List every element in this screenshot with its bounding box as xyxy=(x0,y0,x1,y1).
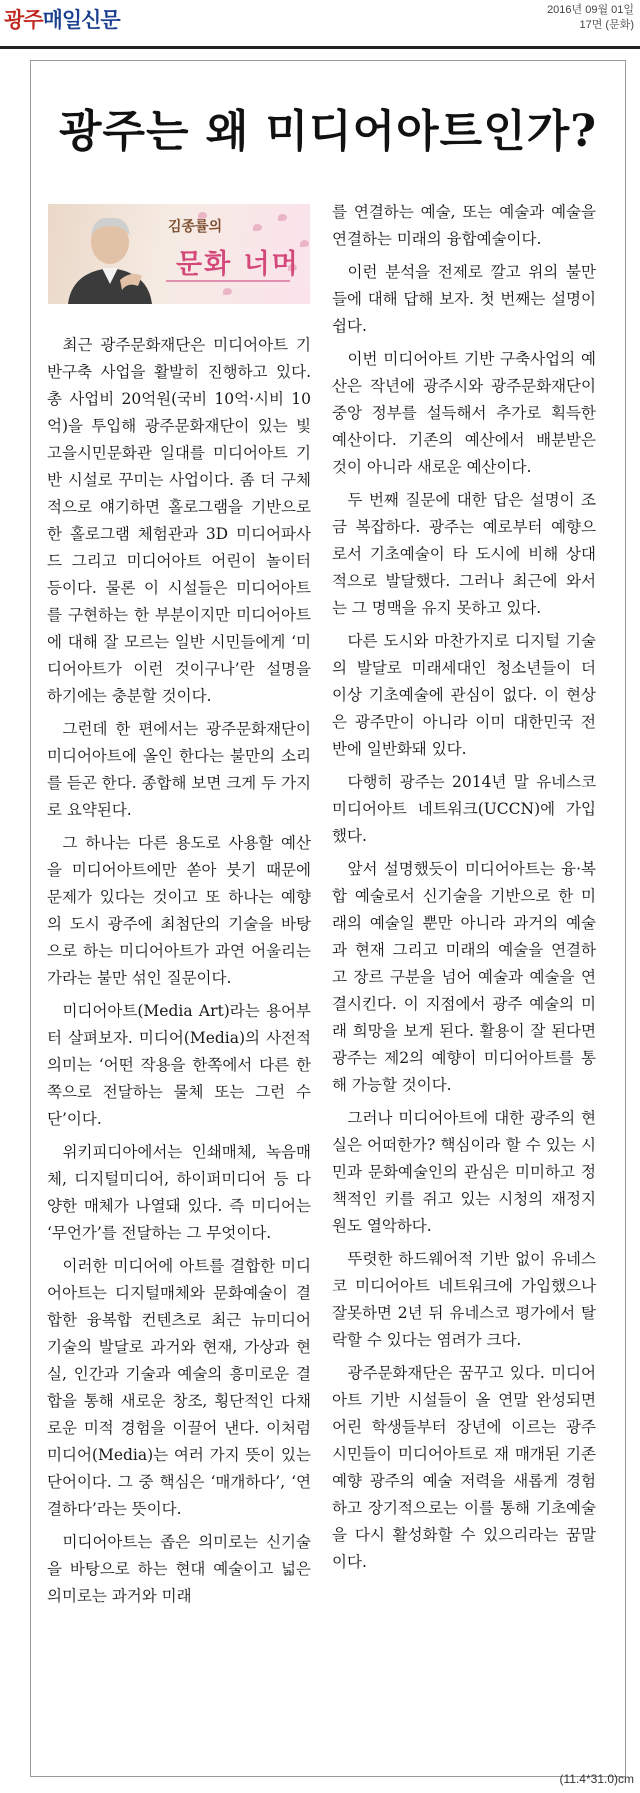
article-paragraph: 다른 도시와 마찬가지로 디지털 기술의 발달로 미래세대인 청소년들이 더 이상 기초예술에 관심이 없다. 이 현상은 광주만이 아니라 이미 대한민국 전반에 일반화돼 있다. xyxy=(332,632,596,758)
issue-meta xyxy=(547,3,634,33)
article-paragraph: 위키피디아에서는 인쇄매체, 녹음매체, 디지털미디어, 하이퍼미디어 등 다양한 매체가 나열돼 있다. 즉 미디어는 ‘무언가’를 전달하는 그 무엇이다. xyxy=(47,1143,311,1242)
masthead-divider xyxy=(0,46,640,49)
article-paragraph: 다행히 광주는 2014년 말 유네스코 미디어아트 네트워크(UCCN)에 가입했다. xyxy=(332,773,596,845)
article-paragraph: 최근 광주문화재단은 미디어아트 기반구축 사업을 활발히 진행하고 있다. 총 사업비 20억원(국비 10억·시비 10억)을 투입해 광주문화재단이 있는 빛고을시민문화관 일대를 미디어아트 기반 시설로 꾸미는 사업이다. 좀 더 구체적으로 얘기하면 홀로그램을 기반으로 한 홀로그램 체험관과 3D 미디어파사드 그리고 미디어아트 어린이 놀이터 등이다. 물론 이 시설들은 미디어아트를 구현하는 한 부분이지만 미디어아트에 대해 잘 모르는 일반 시민들에게 ‘미디어아트가 이런 것이구나’란 설명을 하기에는 충분할 것이다. xyxy=(47,336,311,705)
article-paragraph: 두 번째 질문에 대한 답은 설명이 조금 복잡하다. 광주는 예로부터 예향으로서 기초예술이 타 도시에 비해 상대적으로 발달했다. 그러나 최근에 와서는 그 명맥을 유지 못하고 있다. xyxy=(332,491,596,617)
logo-part-maeil: 매일신문 xyxy=(42,8,120,32)
banner-underline xyxy=(166,280,290,282)
article-column-left xyxy=(47,332,311,1616)
article-paragraph: 미디어아트(Media Art)라는 용어부터 살펴보자. 미디어(Media)의 사전적 의미는 ‘어떤 작용을 한쪽에서 다른 한 쪽으로 전달하는 물체 또는 그런 수단’이다. xyxy=(47,1002,311,1128)
author-portrait xyxy=(60,210,160,304)
column-banner xyxy=(48,204,310,304)
masthead xyxy=(0,0,640,46)
article-paragraph: 미디어아트는 좁은 의미로는 신기술을 바탕으로 하는 현대 예술이고 넓은 의미로는 과거와 미래 xyxy=(47,1533,311,1605)
column-author: 김종률의 xyxy=(168,219,223,235)
page-section: 17면 (문화) xyxy=(579,19,634,31)
article-paragraph: 광주문화재단은 꿈꾸고 있다. 미디어아트 기반 시설들이 올 연말 완성되면 어린 학생들부터 장년에 이르는 광주 시민들이 미디어아트로 재 매개된 기존 예향 광주의 예술 저력을 새롭게 경험하고 장기적으로는 이를 통해 기초예술을 다시 활성화할 수 있으리라는 꿈말이다. xyxy=(332,1364,596,1571)
article-paragraph: 그런데 한 편에서는 광주문화재단이 미디어아트에 올인 한다는 불만의 소리를 듣곤 한다. 종합해 보면 크게 두 가지로 요약된다. xyxy=(47,720,312,819)
article-paragraph: 그 하나는 다른 용도로 사용할 예산을 미디어아트에만 쏟아 붓기 때문에 문제가 있다는 것이고 또 하나는 예향의 도시 광주에 최첨단의 기술을 바탕으로 하는 미디어아트가 과연 어울리는가라는 불만 섞인 질문이다. xyxy=(47,834,311,987)
article-paragraph: 이런 분석을 전제로 깔고 위의 불만들에 대해 답해 보자. 첫 번째는 설명이 쉽다. xyxy=(332,263,596,335)
article-paragraph: 이번 미디어아트 기반 구축사업의 예산은 작년에 광주시와 광주문화재단이 중앙 정부를 설득해서 추가로 획득한 예산이다. 기존의 예산에서 배분받은 것이 아니라 새로운 예산이다. xyxy=(332,350,596,476)
article-paragraph: 뚜렷한 하드웨어적 기반 없이 유네스코 미디어아트 네트워크에 가입했으나 잘못하면 2년 뒤 유네스코 평가에서 탈락할 수 있다는 염려가 크다. xyxy=(332,1250,596,1349)
column-title: 문화 너머 xyxy=(176,249,300,280)
clipping-size: (11.4*31.0)cm xyxy=(559,1772,634,1786)
article-column-right xyxy=(332,199,596,1582)
newspaper-logo[interactable] xyxy=(4,4,120,34)
article-paragraph: 그러나 미디어아트에 대한 광주의 현실은 어떠한가? 핵심이라 할 수 있는 시민과 문화예술인의 관심은 미미하고 정책적인 키를 쥐고 있는 시청의 재정지원도 열악하다. xyxy=(332,1109,596,1235)
article-paragraph-continued: 를 연결하는 예술, 또는 예술과 예술을 연결하는 미래의 융합예술이다. xyxy=(332,203,596,248)
article-paragraph: 앞서 설명했듯이 미디어아트는 융·복합 예술로서 신기술을 기반으로 한 미래의 예술일 뿐만 아니라 과거의 예술과 현재 그리고 미래의 예술을 연결하고 장르 구분을 넘어 예술과 예술을 연결시킨다. 이 지점에서 광주 예술의 미래 희망을 보게 된다. 활용이 잘 된다면 광주는 제2의 예향이 미디어아트를 통해 가능할 것이다. xyxy=(332,860,596,1094)
article-paragraph: 이러한 미디어에 아트를 결합한 미디어아트는 디지털매체와 문화예술이 결합한 융복합 컨텐츠로 최근 뉴미디어 기술의 발달로 과거와 현재, 가상과 현실, 인간과 기술과 예술의 흥미로운 결합을 통해 새로운 창조, 횡단적인 다채로운 미적 경험을 이끌어 낸다. 이처럼 미디어(Media)는 여러 가지 뜻이 있는 단어이다. 그 중 핵심은 ‘매개하다’, ‘연결하다’라는 뜻이다. xyxy=(47,1257,311,1518)
article-headline: 광주는 왜 미디어아트인가? xyxy=(59,106,597,157)
issue-date: 2016년 09월 01일 xyxy=(547,4,634,16)
logo-part-gwangju: 광주 xyxy=(4,8,43,32)
